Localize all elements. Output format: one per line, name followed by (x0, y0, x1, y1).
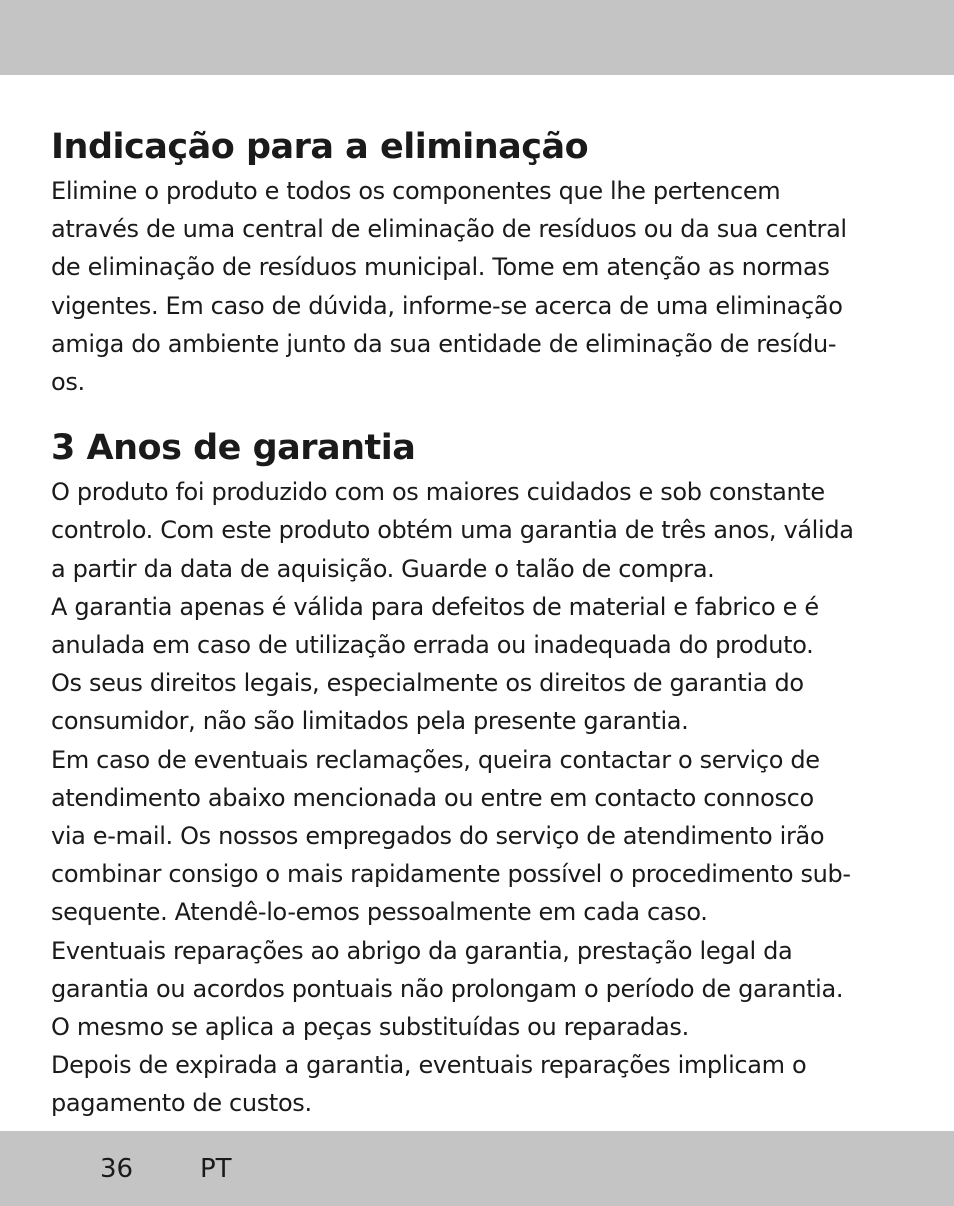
text-line: sequente. Atendê-lo-emos pessoalmente em cada caso. (51, 898, 708, 927)
text-line: garantia ou acordos pontuais não prolongam o período de garantia. (51, 974, 844, 1003)
text-line: Elimine o produto e todos os componentes que lhe pertencem (51, 177, 781, 205)
text-line: A garantia apenas é válida para defeitos de material e fabrico e é (51, 592, 819, 621)
language-code: PT (200, 1154, 232, 1184)
text-line: de eliminação de resíduos municipal. Tome em atenção as normas (51, 253, 830, 282)
text-line: anulada em caso de utilização errada ou inadequada do produto. (51, 631, 814, 660)
footer-band (0, 1131, 954, 1206)
disposal-heading: Indicação para a eliminação (51, 127, 589, 167)
text-line: controlo. Com este produto obtém uma garantia de três anos, válida (51, 516, 854, 545)
text-line: vigentes. Em caso de dúvida, informe-se acerca de uma eliminação (51, 291, 843, 320)
text-line: amiga do ambiente junto da sua entidade de eliminação de resídu- (51, 329, 837, 358)
text-line: atendimento abaixo mencionada ou entre em contacto connosco (51, 783, 814, 812)
text-line: O mesmo se aplica a peças substituídas ou reparadas. (51, 1013, 689, 1042)
text-line: pagamento de custos. (51, 1089, 312, 1118)
text-line: via e-mail. Os nossos empregados do serviço de atendimento irão (51, 822, 825, 851)
header-band (0, 0, 954, 75)
page-number: 36 (100, 1154, 134, 1184)
text-line: O produto foi produzido com os maiores cuidados e sob constante (51, 478, 825, 507)
warranty-heading: 3 Anos de garantia (51, 428, 416, 469)
section-spacer (51, 401, 901, 423)
text-line: Depois de expirada a garantia, eventuais reparações implicam o (51, 1051, 807, 1080)
text-line: através de uma central de eliminação de resíduos ou da sua central (51, 215, 847, 244)
text-line: Em caso de eventuais reclamações, queira contactar o serviço de (51, 745, 820, 774)
text-line: Os seus direitos legais, especialmente os direitos de garantia do (51, 669, 804, 698)
disposal-paragraph (51, 172, 901, 401)
page-content (51, 122, 901, 1123)
warranty-section (51, 423, 901, 1122)
text-line: combinar consigo o mais rapidamente possível o procedimento sub- (51, 860, 851, 889)
disposal-section (51, 122, 901, 401)
text-line: os. (51, 368, 85, 397)
text-line: consumidor, não são limitados pela presente garantia. (51, 707, 689, 736)
text-line: Eventuais reparações ao abrigo da garantia, prestação legal da (51, 936, 793, 965)
text-line: a partir da data de aquisição. Guarde o talão de compra. (51, 554, 715, 583)
warranty-paragraph (51, 473, 901, 1122)
